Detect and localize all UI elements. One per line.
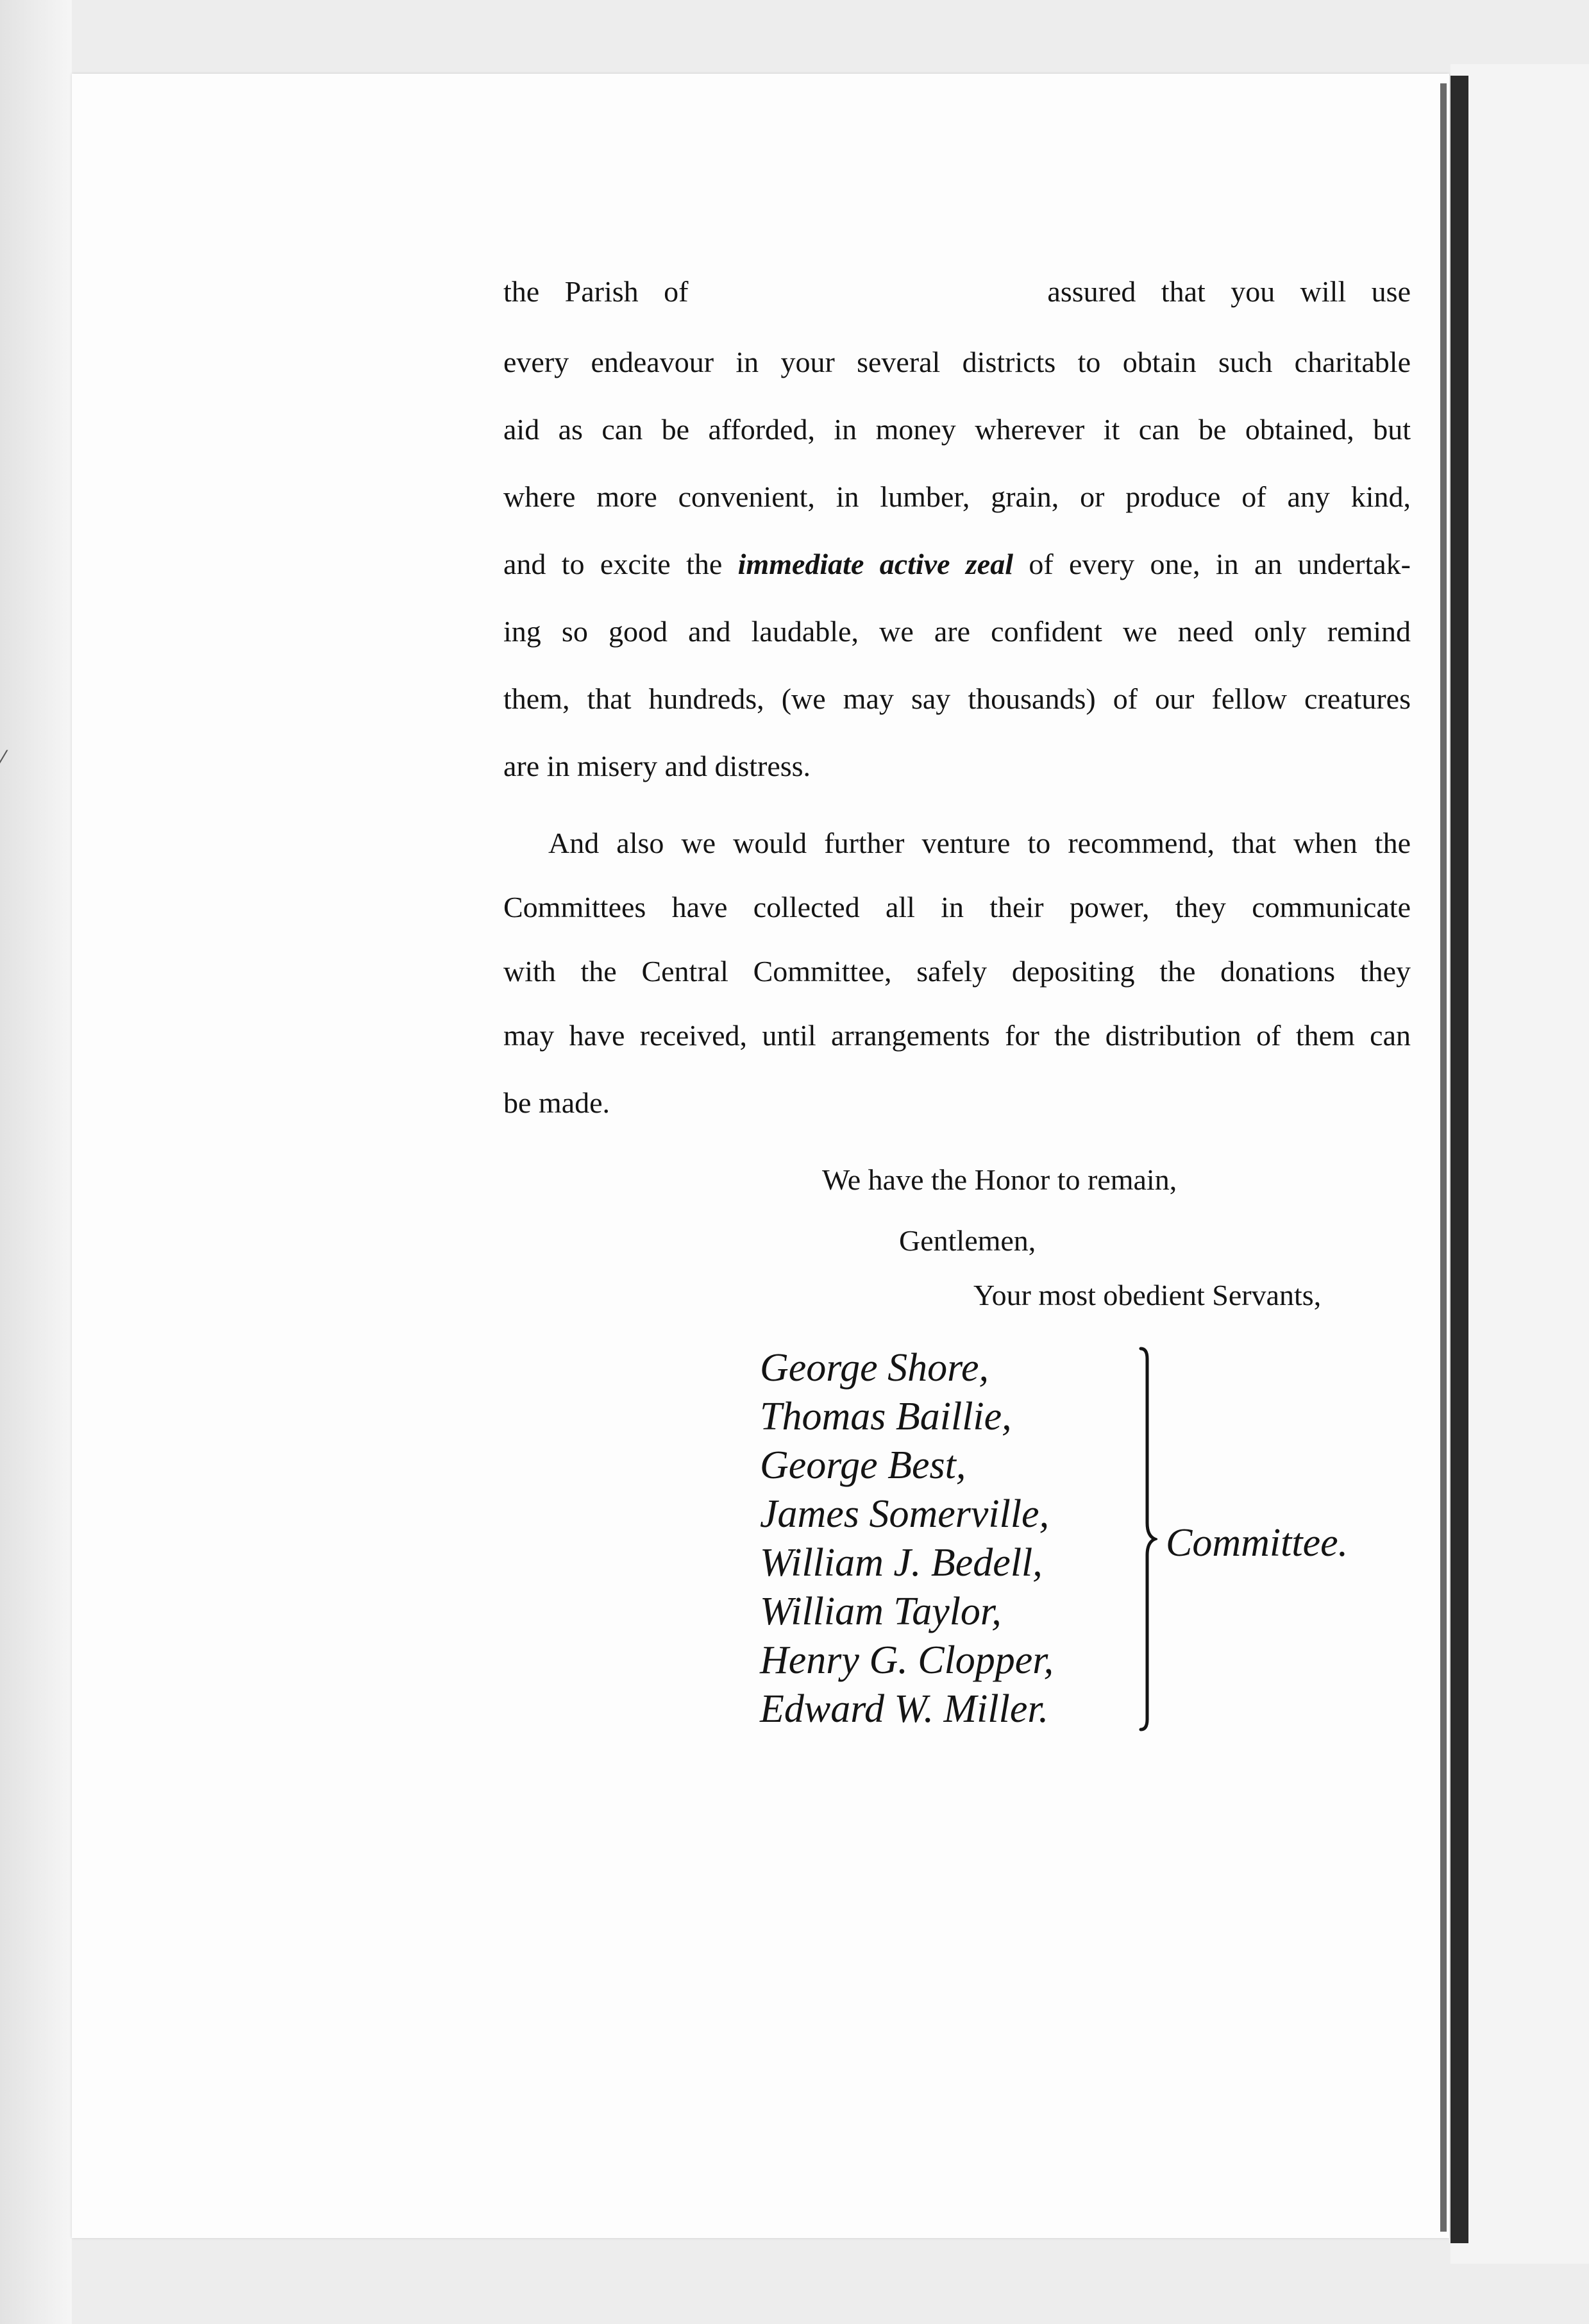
binding-spine: [1450, 76, 1468, 2243]
body-line: with the Central Committee, safely depositing the donations they: [503, 955, 1411, 988]
body-line: the Parish of assured that you will use: [503, 275, 1411, 308]
signatory-name: James Somerville,: [760, 1492, 1050, 1536]
signatory-name: Edward W. Miller.: [760, 1687, 1049, 1731]
closing-signoff: Your most obedient Servants,: [973, 1279, 1322, 1311]
closing-line: We have the Honor to remain,: [822, 1163, 1177, 1196]
scan-right-card: [1450, 64, 1589, 2264]
signatory-name: William J. Bedell,: [760, 1541, 1043, 1585]
body-line: ing so good and laudable, we are confident we need only remind: [503, 615, 1411, 648]
body-line: them, that hundreds, (we may say thousands) of our fellow creatures: [503, 682, 1411, 715]
curly-brace-icon: [1138, 1343, 1157, 1735]
committee-label: Committee.: [1166, 1521, 1349, 1565]
body-line: may have received, until arrangements for the distribution of them can: [503, 1019, 1411, 1052]
closing-salutation: Gentlemen,: [899, 1224, 1036, 1257]
body-line: aid as can be afforded, in money wherever it can be obtained, but: [503, 413, 1411, 446]
body-line: are in misery and distress.: [503, 750, 811, 782]
signatory-name: George Best,: [760, 1444, 966, 1487]
signatory-list: [760, 1343, 1054, 1733]
body-line: And also we would further venture to recommend, that when the: [548, 827, 1411, 859]
emphasis-text: immediate active zeal: [737, 548, 1013, 580]
scan-left-margin: [0, 0, 72, 2324]
document-page: [72, 74, 1449, 2238]
signatory-name: Henry G. Clopper,: [760, 1638, 1054, 1682]
signatory-name: William Taylor,: [760, 1590, 1002, 1633]
page-edge-shadow: [1440, 83, 1447, 2232]
body-line: every endeavour in your several districts to obtain such charitable: [503, 346, 1411, 378]
body-line: Committees have collected all in their power, they communicate: [503, 891, 1411, 923]
scan-speck-mark: ⁄: [1, 747, 5, 770]
body-line: where more convenient, in lumber, grain, or produce of any kind,: [503, 480, 1411, 513]
body-line: and to excite the immediate active zeal of every one, in an undertak-: [503, 548, 1411, 580]
body-line: be made.: [503, 1086, 610, 1119]
signatory-name: Thomas Baillie,: [760, 1395, 1012, 1438]
signatory-name: George Shore,: [760, 1346, 989, 1390]
